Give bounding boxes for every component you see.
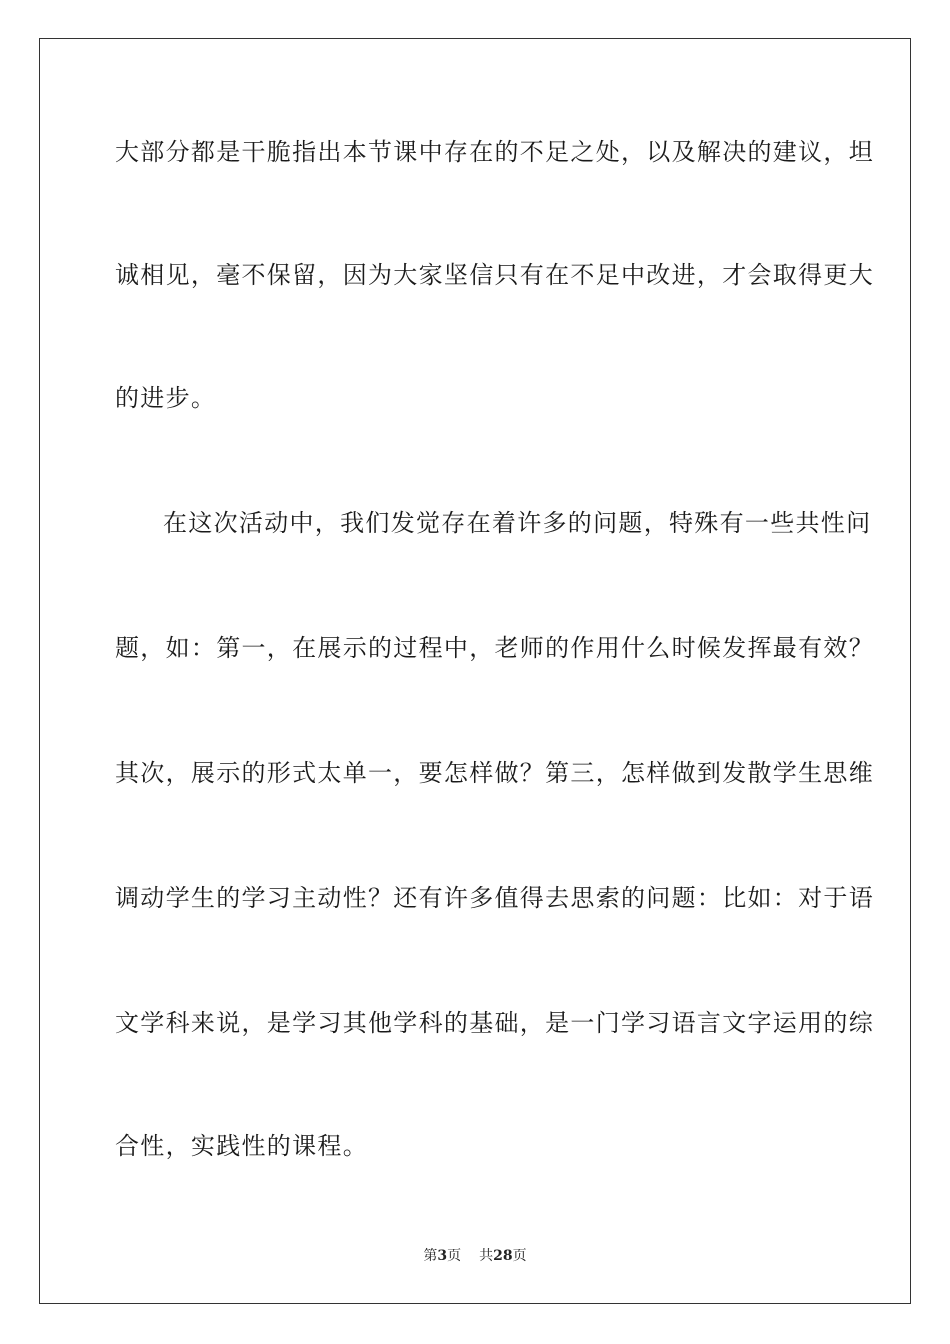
text-line-7: 调动学生的学习主动性？还有许多值得去思索的问题：比如：对于语	[115, 884, 874, 912]
footer-page-prefix: 第	[423, 1248, 438, 1264]
footer-total-pages: 28	[493, 1248, 513, 1264]
text-line-9: 合性，实践性的课程。	[115, 1132, 368, 1160]
footer-total-prefix: 共	[479, 1248, 494, 1264]
text-line-4: 在这次活动中，我们发觉存在着许多的问题，特殊有一些共性问	[163, 509, 872, 537]
text-line-5: 题，如：第一，在展示的过程中，老师的作用什么时候发挥最有效？	[115, 634, 874, 662]
footer-page-number: 3	[437, 1248, 448, 1264]
page-footer	[0, 1246, 950, 1266]
text-line-2: 诚相见，毫不保留，因为大家坚信只有在不足中改进，才会取得更大	[115, 261, 874, 289]
footer-total-suffix: 页	[512, 1248, 527, 1264]
page-border	[39, 38, 911, 1304]
text-line-1: 大部分都是干脆指出本节课中存在的不足之处，以及解决的建议，坦	[115, 138, 874, 166]
text-line-3: 的进步。	[115, 384, 217, 412]
text-line-6: 其次，展示的形式太单一，要怎样做？第三，怎样做到发散学生思维	[115, 759, 874, 787]
footer-page-suffix: 页	[447, 1248, 462, 1264]
text-line-8: 文学科来说，是学习其他学科的基础，是一门学习语言文字运用的综	[115, 1009, 874, 1037]
